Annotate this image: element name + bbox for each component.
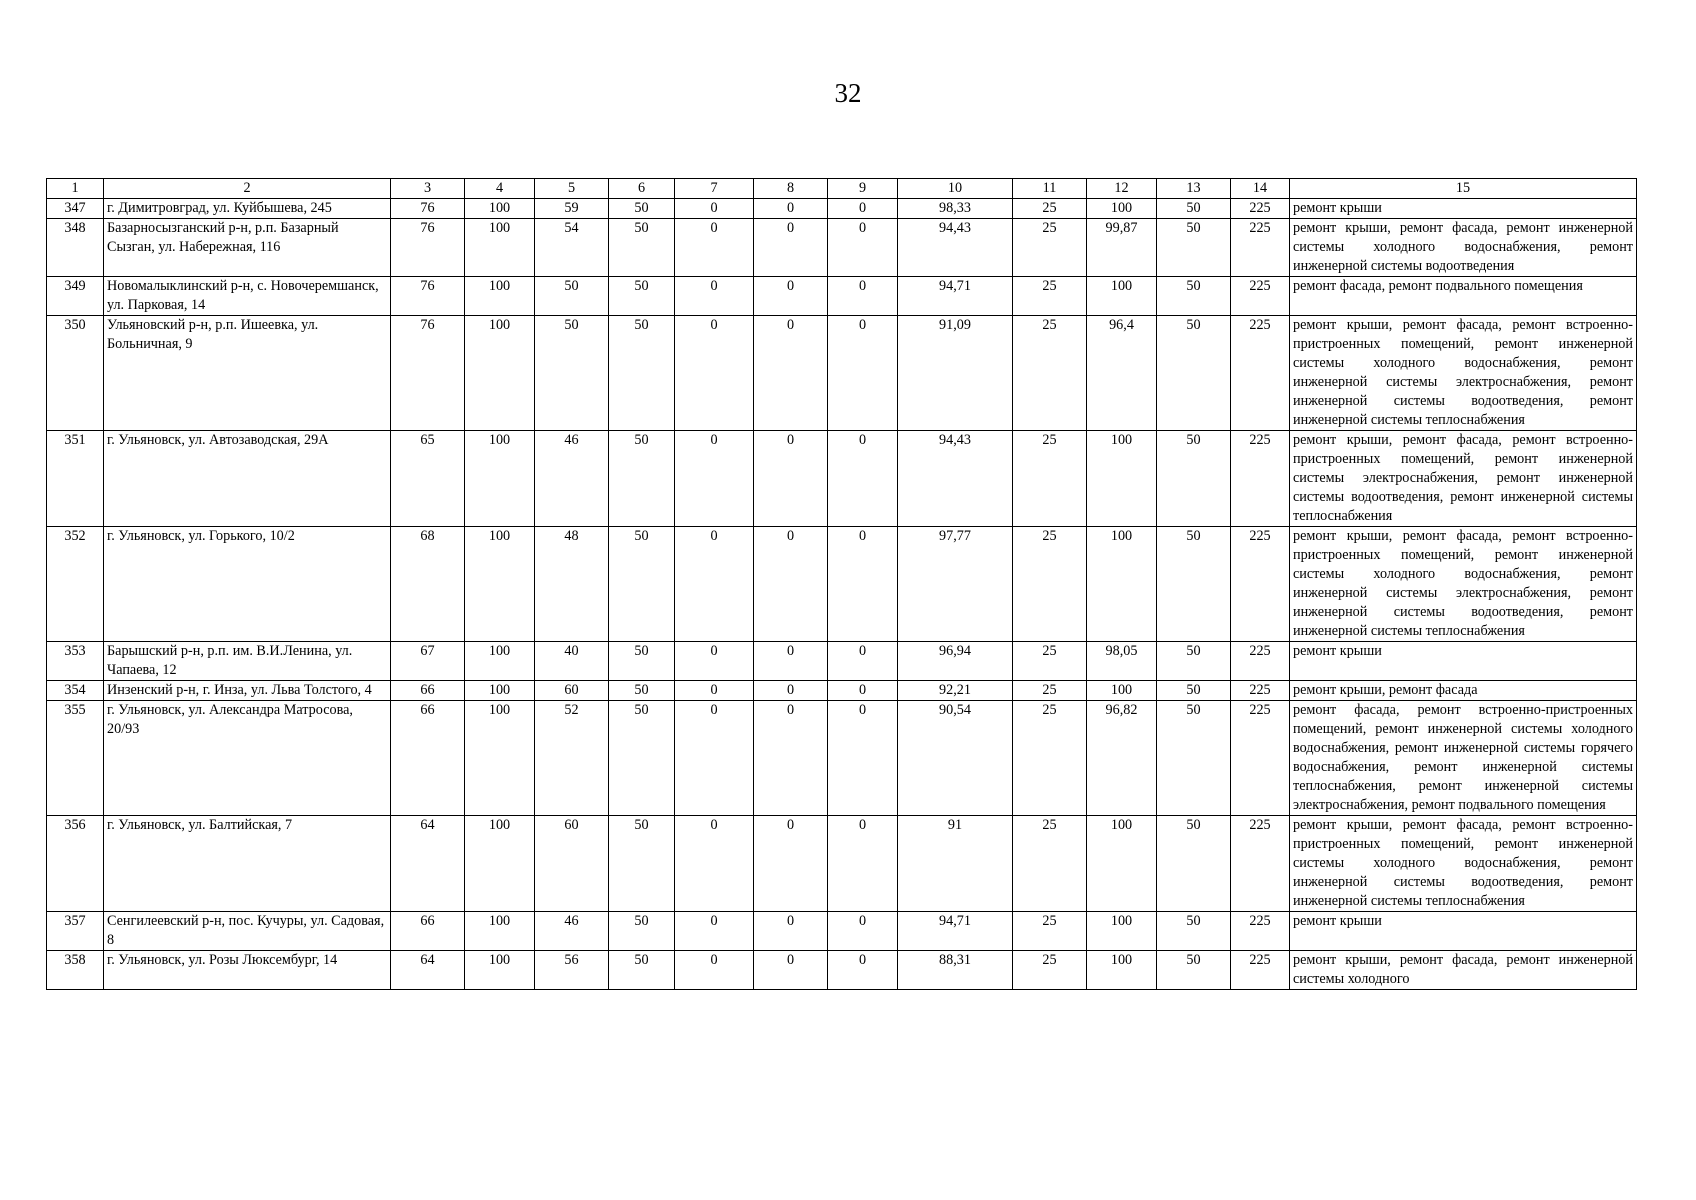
col4-cell: 100 — [465, 527, 535, 642]
col12-cell: 100 — [1087, 199, 1157, 219]
address-cell: г. Ульяновск, ул. Автозаводская, 29А — [104, 431, 391, 527]
col11-cell: 25 — [1013, 199, 1087, 219]
col9-cell: 0 — [828, 642, 898, 681]
col12-cell: 100 — [1087, 681, 1157, 701]
col6-cell: 50 — [609, 816, 675, 912]
col7-cell: 0 — [675, 277, 754, 316]
col5-cell: 40 — [535, 642, 609, 681]
col5-cell: 46 — [535, 431, 609, 527]
col12-cell: 100 — [1087, 527, 1157, 642]
col10-cell: 91 — [898, 816, 1013, 912]
works-cell: ремонт крыши, ремонт фасада, ремонт встроенно-пристроенных помещений, ремонт инженерной системы холодного водоснабжения, ремонт инженерной системы электроснабжения, ремонт инженерной системы водоотведения, ремонт инженерной системы теплоснабжения — [1290, 527, 1637, 642]
col11-cell: 25 — [1013, 219, 1087, 277]
row-number-cell: 347 — [47, 199, 104, 219]
row-number-cell: 348 — [47, 219, 104, 277]
col14-cell: 225 — [1231, 951, 1290, 990]
works-cell: ремонт крыши, ремонт фасада, ремонт инженерной системы холодного — [1290, 951, 1637, 990]
col14-cell: 225 — [1231, 642, 1290, 681]
col13-cell: 50 — [1157, 642, 1231, 681]
col8-cell: 0 — [754, 951, 828, 990]
table-row — [47, 816, 1637, 912]
column-header-5: 5 — [535, 179, 609, 199]
col8-cell: 0 — [754, 219, 828, 277]
col7-cell: 0 — [675, 199, 754, 219]
col12-cell: 96,4 — [1087, 316, 1157, 431]
col14-cell: 225 — [1231, 199, 1290, 219]
col10-cell: 94,43 — [898, 219, 1013, 277]
col5-cell: 60 — [535, 681, 609, 701]
col11-cell: 25 — [1013, 912, 1087, 951]
column-header-8: 8 — [754, 179, 828, 199]
col6-cell: 50 — [609, 701, 675, 816]
col6-cell: 50 — [609, 951, 675, 990]
works-cell: ремонт крыши, ремонт фасада, ремонт встроенно-пристроенных помещений, ремонт инженерной системы холодного водоснабжения, ремонт инженерной системы водоотведения, ремонт инженерной системы теплоснабжения — [1290, 816, 1637, 912]
col11-cell: 25 — [1013, 431, 1087, 527]
col5-cell: 54 — [535, 219, 609, 277]
col10-cell: 88,31 — [898, 951, 1013, 990]
col9-cell: 0 — [828, 816, 898, 912]
table-row — [47, 316, 1637, 431]
col8-cell: 0 — [754, 431, 828, 527]
column-header-7: 7 — [675, 179, 754, 199]
col3-cell: 66 — [391, 701, 465, 816]
col4-cell: 100 — [465, 681, 535, 701]
works-cell: ремонт крыши, ремонт фасада, ремонт встроенно-пристроенных помещений, ремонт инженерной системы холодного водоснабжения, ремонт инженерной системы электроснабжения, ремонт инженерной системы водоотведения, ремонт инженерной системы теплоснабжения — [1290, 316, 1637, 431]
table-row — [47, 277, 1637, 316]
col8-cell: 0 — [754, 199, 828, 219]
col3-cell: 64 — [391, 816, 465, 912]
col4-cell: 100 — [465, 277, 535, 316]
col13-cell: 50 — [1157, 951, 1231, 990]
column-header-3: 3 — [391, 179, 465, 199]
col4-cell: 100 — [465, 431, 535, 527]
column-header-2: 2 — [104, 179, 391, 199]
col12-cell: 98,05 — [1087, 642, 1157, 681]
col8-cell: 0 — [754, 701, 828, 816]
col7-cell: 0 — [675, 642, 754, 681]
col13-cell: 50 — [1157, 219, 1231, 277]
col14-cell: 225 — [1231, 316, 1290, 431]
col14-cell: 225 — [1231, 681, 1290, 701]
table-row — [47, 527, 1637, 642]
row-number-cell: 349 — [47, 277, 104, 316]
col4-cell: 100 — [465, 701, 535, 816]
col12-cell: 99,87 — [1087, 219, 1157, 277]
col14-cell: 225 — [1231, 816, 1290, 912]
col8-cell: 0 — [754, 316, 828, 431]
address-cell: Ульяновский р-н, р.п. Ишеевка, ул. Больничная, 9 — [104, 316, 391, 431]
col10-cell: 91,09 — [898, 316, 1013, 431]
address-cell: г. Ульяновск, ул. Александра Матросова, 20/93 — [104, 701, 391, 816]
row-number-cell: 356 — [47, 816, 104, 912]
col10-cell: 98,33 — [898, 199, 1013, 219]
col14-cell: 225 — [1231, 912, 1290, 951]
col7-cell: 0 — [675, 219, 754, 277]
col11-cell: 25 — [1013, 701, 1087, 816]
column-header-9: 9 — [828, 179, 898, 199]
works-cell: ремонт крыши, ремонт фасада, ремонт встроенно-пристроенных помещений, ремонт инженерной системы электроснабжения, ремонт инженерной системы водоотведения, ремонт инженерной системы теплоснабжения — [1290, 431, 1637, 527]
col12-cell: 100 — [1087, 277, 1157, 316]
col3-cell: 76 — [391, 277, 465, 316]
col3-cell: 76 — [391, 199, 465, 219]
col12-cell: 100 — [1087, 951, 1157, 990]
col11-cell: 25 — [1013, 642, 1087, 681]
table-row — [47, 219, 1637, 277]
col7-cell: 0 — [675, 951, 754, 990]
table-row — [47, 199, 1637, 219]
works-cell: ремонт крыши — [1290, 912, 1637, 951]
column-header-15: 15 — [1290, 179, 1637, 199]
row-number-cell: 350 — [47, 316, 104, 431]
row-number-cell: 352 — [47, 527, 104, 642]
table-row — [47, 431, 1637, 527]
col5-cell: 52 — [535, 701, 609, 816]
works-cell: ремонт фасада, ремонт встроенно-пристроенных помещений, ремонт инженерной системы холодного водоснабжения, ремонт инженерной системы горячего водоснабжения, ремонт инженерной системы теплоснабжения, ремонт инженерной системы электроснабжения, ремонт подвального помещения — [1290, 701, 1637, 816]
register-table — [46, 178, 1637, 990]
col13-cell: 50 — [1157, 816, 1231, 912]
address-cell: г. Димитровград, ул. Куйбышева, 245 — [104, 199, 391, 219]
col14-cell: 225 — [1231, 277, 1290, 316]
col7-cell: 0 — [675, 527, 754, 642]
col9-cell: 0 — [828, 681, 898, 701]
col3-cell: 64 — [391, 951, 465, 990]
table-row — [47, 681, 1637, 701]
col10-cell: 94,71 — [898, 277, 1013, 316]
col9-cell: 0 — [828, 219, 898, 277]
col11-cell: 25 — [1013, 681, 1087, 701]
column-header-1: 1 — [47, 179, 104, 199]
col13-cell: 50 — [1157, 199, 1231, 219]
address-cell: Новомалыклинский р-н, с. Новочеремшанск, ул. Парковая, 14 — [104, 277, 391, 316]
row-number-cell: 351 — [47, 431, 104, 527]
col13-cell: 50 — [1157, 681, 1231, 701]
column-header-10: 10 — [898, 179, 1013, 199]
col6-cell: 50 — [609, 199, 675, 219]
col8-cell: 0 — [754, 816, 828, 912]
page-number: 32 — [834, 78, 862, 108]
col4-cell: 100 — [465, 316, 535, 431]
col9-cell: 0 — [828, 199, 898, 219]
col3-cell: 76 — [391, 316, 465, 431]
address-cell: Барышский р-н, р.п. им. В.И.Ленина, ул. Чапаева, 12 — [104, 642, 391, 681]
col8-cell: 0 — [754, 912, 828, 951]
col5-cell: 48 — [535, 527, 609, 642]
address-cell: Сенгилеевский р-н, пос. Кучуры, ул. Садовая, 8 — [104, 912, 391, 951]
col4-cell: 100 — [465, 816, 535, 912]
col5-cell: 56 — [535, 951, 609, 990]
col9-cell: 0 — [828, 912, 898, 951]
column-header-4: 4 — [465, 179, 535, 199]
col6-cell: 50 — [609, 316, 675, 431]
table-row — [47, 912, 1637, 951]
table-row — [47, 642, 1637, 681]
col13-cell: 50 — [1157, 701, 1231, 816]
col5-cell: 46 — [535, 912, 609, 951]
row-number-cell: 358 — [47, 951, 104, 990]
col13-cell: 50 — [1157, 912, 1231, 951]
col4-cell: 100 — [465, 642, 535, 681]
col3-cell: 65 — [391, 431, 465, 527]
col14-cell: 225 — [1231, 219, 1290, 277]
col6-cell: 50 — [609, 277, 675, 316]
address-cell: г. Ульяновск, ул. Балтийская, 7 — [104, 816, 391, 912]
col5-cell: 59 — [535, 199, 609, 219]
row-number-cell: 353 — [47, 642, 104, 681]
works-cell: ремонт фасада, ремонт подвального помещения — [1290, 277, 1637, 316]
column-number-row — [47, 179, 1637, 199]
col6-cell: 50 — [609, 527, 675, 642]
col6-cell: 50 — [609, 431, 675, 527]
row-number-cell: 357 — [47, 912, 104, 951]
col12-cell: 100 — [1087, 912, 1157, 951]
col4-cell: 100 — [465, 199, 535, 219]
col8-cell: 0 — [754, 642, 828, 681]
col11-cell: 25 — [1013, 951, 1087, 990]
col7-cell: 0 — [675, 681, 754, 701]
col10-cell: 97,77 — [898, 527, 1013, 642]
col3-cell: 76 — [391, 219, 465, 277]
table-row — [47, 701, 1637, 816]
col3-cell: 66 — [391, 681, 465, 701]
col12-cell: 96,82 — [1087, 701, 1157, 816]
address-cell: г. Ульяновск, ул. Горького, 10/2 — [104, 527, 391, 642]
works-cell: ремонт крыши, ремонт фасада — [1290, 681, 1637, 701]
row-number-cell: 355 — [47, 701, 104, 816]
col11-cell: 25 — [1013, 527, 1087, 642]
col4-cell: 100 — [465, 951, 535, 990]
works-cell: ремонт крыши — [1290, 642, 1637, 681]
address-cell: г. Ульяновск, ул. Розы Люксембург, 14 — [104, 951, 391, 990]
col9-cell: 0 — [828, 951, 898, 990]
col8-cell: 0 — [754, 277, 828, 316]
col10-cell: 94,71 — [898, 912, 1013, 951]
table-row — [47, 951, 1637, 990]
col12-cell: 100 — [1087, 431, 1157, 527]
col11-cell: 25 — [1013, 816, 1087, 912]
col11-cell: 25 — [1013, 277, 1087, 316]
col6-cell: 50 — [609, 681, 675, 701]
col10-cell: 92,21 — [898, 681, 1013, 701]
col14-cell: 225 — [1231, 527, 1290, 642]
col7-cell: 0 — [675, 912, 754, 951]
col7-cell: 0 — [675, 431, 754, 527]
col9-cell: 0 — [828, 316, 898, 431]
col13-cell: 50 — [1157, 431, 1231, 527]
col8-cell: 0 — [754, 681, 828, 701]
col10-cell: 90,54 — [898, 701, 1013, 816]
col12-cell: 100 — [1087, 816, 1157, 912]
row-number-cell: 354 — [47, 681, 104, 701]
col4-cell: 100 — [465, 219, 535, 277]
col10-cell: 94,43 — [898, 431, 1013, 527]
col6-cell: 50 — [609, 912, 675, 951]
column-header-14: 14 — [1231, 179, 1290, 199]
column-header-11: 11 — [1013, 179, 1087, 199]
col8-cell: 0 — [754, 527, 828, 642]
col13-cell: 50 — [1157, 527, 1231, 642]
col11-cell: 25 — [1013, 316, 1087, 431]
col10-cell: 96,94 — [898, 642, 1013, 681]
column-header-6: 6 — [609, 179, 675, 199]
col3-cell: 68 — [391, 527, 465, 642]
works-cell: ремонт крыши, ремонт фасада, ремонт инженерной системы холодного водоснабжения, ремонт инженерной системы водоотведения — [1290, 219, 1637, 277]
works-cell: ремонт крыши — [1290, 199, 1637, 219]
column-header-13: 13 — [1157, 179, 1231, 199]
col14-cell: 225 — [1231, 431, 1290, 527]
col7-cell: 0 — [675, 816, 754, 912]
col9-cell: 0 — [828, 527, 898, 642]
column-header-12: 12 — [1087, 179, 1157, 199]
col13-cell: 50 — [1157, 316, 1231, 431]
address-cell: Инзенский р-н, г. Инза, ул. Льва Толстого, 4 — [104, 681, 391, 701]
col3-cell: 66 — [391, 912, 465, 951]
col9-cell: 0 — [828, 701, 898, 816]
col6-cell: 50 — [609, 642, 675, 681]
col13-cell: 50 — [1157, 277, 1231, 316]
col6-cell: 50 — [609, 219, 675, 277]
address-cell: Базарносызганский р-н, р.п. Базарный Сызган, ул. Набережная, 116 — [104, 219, 391, 277]
col3-cell: 67 — [391, 642, 465, 681]
col7-cell: 0 — [675, 316, 754, 431]
col9-cell: 0 — [828, 277, 898, 316]
col9-cell: 0 — [828, 431, 898, 527]
col5-cell: 50 — [535, 277, 609, 316]
col4-cell: 100 — [465, 912, 535, 951]
col5-cell: 60 — [535, 816, 609, 912]
col7-cell: 0 — [675, 701, 754, 816]
col5-cell: 50 — [535, 316, 609, 431]
col14-cell: 225 — [1231, 701, 1290, 816]
table-body — [47, 199, 1637, 990]
